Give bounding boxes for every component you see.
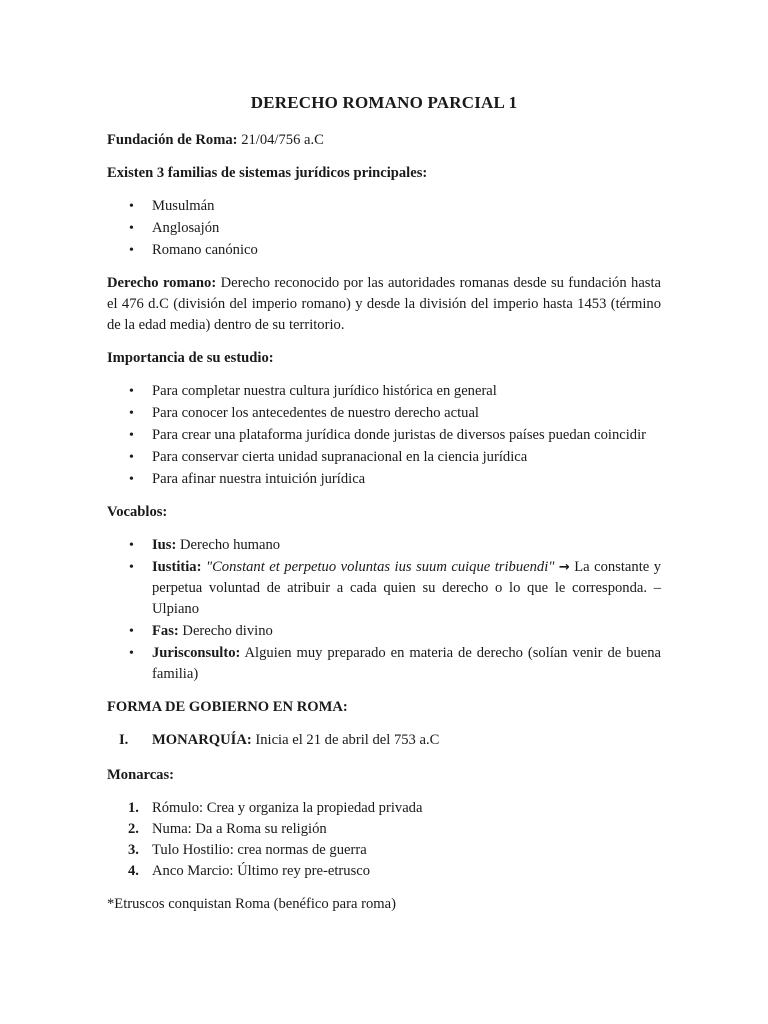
bullet-icon: • <box>129 243 134 258</box>
bullet-icon: • <box>129 199 134 214</box>
bullet-icon: • <box>129 384 134 399</box>
list-item: • Jurisconsulto: Alguien muy preparado en materia de derecho (solían venir de buena familia) <box>129 645 661 682</box>
list-item: 2. Numa: Da a Roma su religión <box>128 821 327 837</box>
list-item: • Para conservar cierta unidad supranacional en la ciencia jurídica <box>107 447 661 468</box>
fundacion-label: Fundación de Roma: <box>107 132 238 148</box>
list-item: • Musulmán <box>107 196 661 217</box>
bullet-icon: • <box>129 538 134 553</box>
bullet-icon: • <box>129 646 134 661</box>
list-item: 4. Anco Marcio: Último rey pre-etrusco <box>128 863 371 879</box>
list-item: 3. Tulo Hostilio: crea normas de guerra <box>128 842 367 858</box>
list-item: • Fas: Derecho divino <box>107 621 661 642</box>
right-arrow-icon: → <box>558 560 570 575</box>
monarcas-list <box>107 798 661 882</box>
iustitia-quote: "Constant et perpetuo voluntas ius suum cuique tribuendi" <box>201 559 559 575</box>
fundacion-value: 21/04/756 a.C <box>237 132 324 148</box>
roman-numeral: I. <box>119 732 129 748</box>
term-ius: Ius: <box>152 537 177 553</box>
list-item: 1. Rómulo: Crea y organiza la propiedad privada <box>128 800 423 816</box>
bullet-icon: • <box>129 450 134 465</box>
familias-list <box>107 196 661 261</box>
familias-heading: Existen 3 familias de sistemas jurídicos principales: <box>107 165 428 181</box>
term-monarquia: MONARQUÍA: <box>152 732 252 748</box>
list-item: • Ius: Derecho humano <box>107 535 661 556</box>
bullet-icon: • <box>129 406 134 421</box>
list-item: • Para afinar nuestra intuición jurídica <box>107 469 661 490</box>
derecho-romano-text: Derecho reconocido por las autoridades romanas desde su fundación hasta el 476 d.C (división del imperio romano) y desde la división del imperio hasta 1453 (término de la edad media) dentro de su territorio. <box>107 275 662 333</box>
list-item: • Para crear una plataforma jurídica donde juristas de diversos países puedan coincidir <box>107 425 661 446</box>
document-body <box>107 92 661 927</box>
etruscos-note: *Etruscos conquistan Roma (benéfico para roma) <box>107 896 396 912</box>
derecho-romano-paragraph <box>107 273 661 336</box>
list-item: • Anglosajón <box>107 218 661 239</box>
term-jurisconsulto: Jurisconsulto: <box>152 645 241 661</box>
list-item: • Para completar nuestra cultura jurídico histórica en general <box>107 381 661 402</box>
bullet-icon: • <box>129 472 134 487</box>
importancia-heading: Importancia de su estudio: <box>107 350 274 366</box>
list-item: • Iustitia: "Constant et perpetuo voluntas ius suum cuique tribuendi" → La constante y perpetua voluntad de atribuir a cada quien su derecho o lo que le corresponda. –Ulpiano <box>129 559 661 617</box>
term-fas: Fas: <box>152 623 179 639</box>
bullet-icon: • <box>129 624 134 639</box>
list-item: • Romano canónico <box>107 240 661 261</box>
derecho-romano-label: Derecho romano: <box>107 275 217 291</box>
fundacion-line <box>107 130 661 151</box>
vocablos-list <box>107 535 661 685</box>
bullet-icon: • <box>129 428 134 443</box>
vocablos-heading: Vocablos: <box>107 504 168 520</box>
monarcas-heading: Monarcas: <box>107 767 175 783</box>
bullet-icon: • <box>129 560 134 575</box>
importancia-list <box>107 381 661 490</box>
term-iustitia: Iustitia: <box>152 559 202 575</box>
list-item: • Para conocer los antecedentes de nuestro derecho actual <box>107 403 661 424</box>
bullet-icon: • <box>129 221 134 236</box>
forma-gobierno-heading: FORMA DE GOBIERNO EN ROMA: <box>107 699 348 715</box>
monarquia-item: I. MONARQUÍA: Inicia el 21 de abril del 753 a.C <box>107 730 661 751</box>
document-title: DERECHO ROMANO PARCIAL 1 <box>250 93 518 112</box>
